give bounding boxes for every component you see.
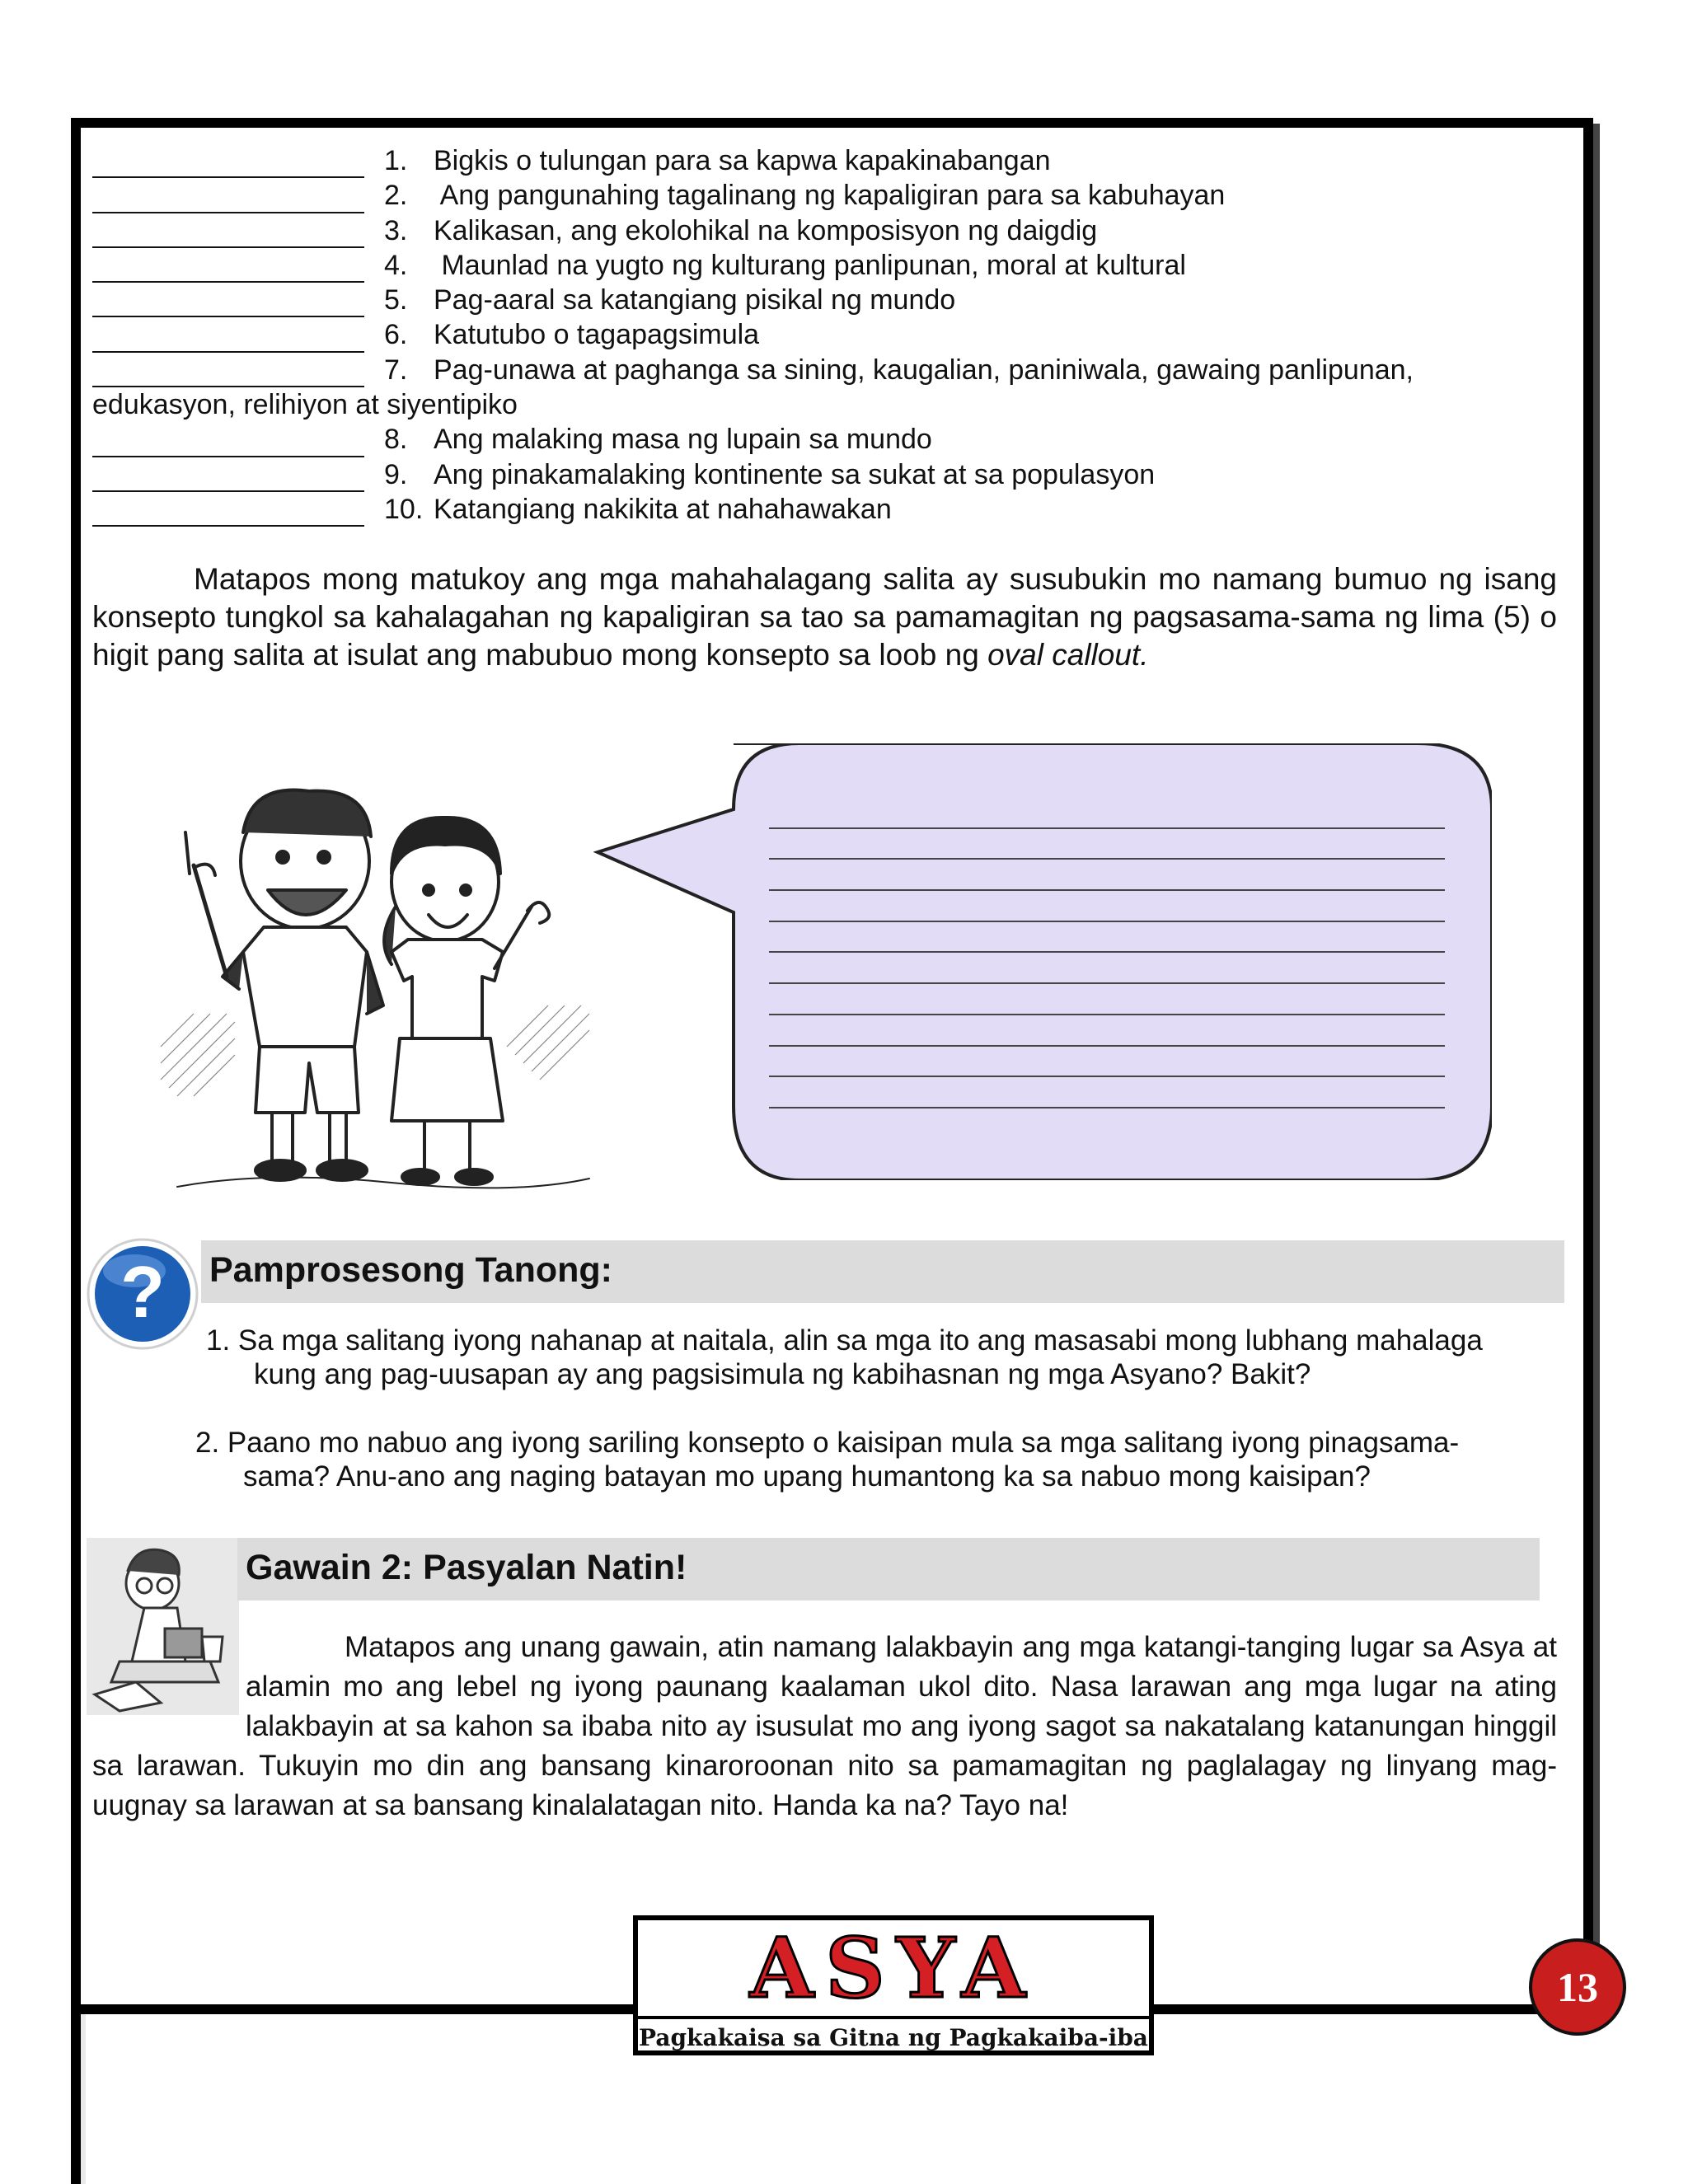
- item-definition: Pag-unawa at paghanga sa sining, kaugalian, paniniwala, gawaing panlipunan,: [434, 354, 1414, 386]
- answer-blank[interactable]: [92, 255, 364, 283]
- processing-question-list: [195, 1324, 1555, 1493]
- item-number: 6.: [384, 319, 408, 351]
- vocab-item: [92, 213, 1568, 248]
- item-definition: Kalikasan, ang ekolohikal na komposisyon ng daigdig: [434, 214, 1098, 246]
- writing-line[interactable]: [769, 860, 1445, 891]
- item-definition: Katangiang nakikita at nahahawakan: [434, 493, 892, 525]
- writing-line[interactable]: [769, 984, 1445, 1015]
- answer-blank[interactable]: [92, 359, 364, 387]
- vocab-item: [92, 317, 1568, 352]
- vocab-item: [92, 248, 1568, 283]
- callout-writing-lines[interactable]: [769, 798, 1445, 1108]
- logo-title: ASYA: [749, 1919, 1038, 2017]
- item-number: 4.: [384, 249, 408, 281]
- item-number: 1.: [384, 145, 408, 176]
- item-definition-continued: edukasyon, relihiyon at siyentipiko: [92, 389, 518, 421]
- activity-text: Matapos ang unang gawain, atin namang lalakbayin ang mga katangi-tanging lugar sa Asya at alamin mo ang lebel ng iyong paunang kaalaman ukol dito. Nasa larawan ang mga lugar na ating lalakbayin at sa kahon sa ibaba nito ay isusulat mo ang iyong sagot sa nakatalang katanungan hinggil sa larawan. Tukuyin mo din ang bansang kinaroroonan nito sa pamamagitan ng paglalagay ng linyang mag-uugnay sa larawan at sa bansang kinalalatagan nito. Handa ka na? Tayo na!: [92, 1631, 1557, 1821]
- vocab-item: [92, 492, 1568, 527]
- answer-blank[interactable]: [92, 499, 364, 527]
- item-number: 10.: [384, 493, 424, 525]
- item-definition: Maunlad na yugto ng kulturang panlipunan, moral at kultural: [434, 249, 1186, 281]
- instruction-text: Matapos mong matukoy ang mga mahahalagang salita ay susubukin mo namang bumuo ng isang konsepto tungkol sa kahalagahan ng kapaligiran sa tao sa pamamagitan ng pagsasama-sama ng lima (5) o higit pang salita at isulat ang mabubuo mong konsepto sa loob ng: [92, 562, 1557, 672]
- item-definition: Pag-aaral sa katangiang pisikal ng mundo: [434, 284, 956, 316]
- writing-line[interactable]: [769, 1047, 1445, 1078]
- answer-blank[interactable]: [92, 464, 364, 492]
- question-text: 1. Sa mga salitang iyong nahanap at naitala, alin sa mga ito ang masasabi mong lubhang mahalaga: [206, 1324, 1483, 1357]
- vocab-item: [92, 422, 1568, 457]
- vocabulary-list: [92, 143, 1568, 527]
- vocab-item: [92, 283, 1568, 317]
- logo-subtitle: Pagkakaisa sa Gitna ng Pagkakaiba-iba: [638, 2016, 1149, 2051]
- question-item: [195, 1324, 1555, 1391]
- item-number: 8.: [384, 424, 408, 456]
- writing-line[interactable]: [769, 891, 1445, 922]
- answer-blank[interactable]: [92, 150, 364, 178]
- item-number: 2.: [384, 180, 408, 212]
- asya-logo: [633, 1915, 1154, 2055]
- vocab-item: [92, 143, 1568, 178]
- vocab-item: [92, 353, 1568, 387]
- page-frame-left: [71, 118, 81, 2184]
- item-number: 5.: [384, 284, 408, 316]
- section-bar-activity-2: [237, 1538, 1540, 1601]
- writing-line[interactable]: [769, 1015, 1445, 1047]
- question-text: 2. Paano mo nabuo ang iyong sariling konsepto o kaisipan mula sa mga salitang iyong pinagsama-: [195, 1427, 1460, 1459]
- item-number: 9.: [384, 458, 408, 490]
- section-title: Gawain 2: Pasyalan Natin!: [246, 1548, 687, 1587]
- answer-blank[interactable]: [92, 325, 364, 353]
- section-title: Pamprosesong Tanong:: [209, 1250, 612, 1290]
- writing-line[interactable]: [769, 1077, 1445, 1108]
- item-definition: Katutubo o tagapagsimula: [434, 319, 760, 351]
- answer-blank[interactable]: [92, 289, 364, 317]
- text-wrap-spacer: [92, 1628, 246, 1745]
- question-text-continued: kung ang pag-uusapan ay ang pagsisimula ng kabihasnan ng mga Asyano? Bakit?: [254, 1358, 1311, 1390]
- item-number: 7.: [384, 354, 408, 386]
- answer-blank[interactable]: [92, 220, 364, 248]
- activity-text-block: [92, 1628, 1557, 1825]
- page-frame-shadow: [1593, 124, 1600, 2019]
- vocab-item: [92, 178, 1568, 213]
- item-number: 3.: [384, 214, 408, 246]
- page-frame-top: [71, 118, 1592, 128]
- writing-line[interactable]: [769, 953, 1445, 984]
- item-definition: Bigkis o tulungan para sa kapwa kapakinabangan: [434, 145, 1051, 176]
- question-mark-icon: [85, 1236, 200, 1352]
- page-frame-right: [1583, 118, 1593, 2013]
- item-definition: Ang pinakamalaking kontinente sa sukat at sa populasyon: [434, 458, 1156, 490]
- writing-line[interactable]: [769, 829, 1445, 860]
- kids-illustration: [144, 775, 602, 1203]
- activity-paragraph: [92, 1628, 1557, 1825]
- writing-line[interactable]: [769, 922, 1445, 954]
- page-number-badge: 13: [1529, 1938, 1626, 2036]
- instruction-italic: oval callout.: [987, 638, 1149, 672]
- section-bar-processing-questions: [201, 1240, 1564, 1303]
- item-definition: Ang pangunahing tagalinang ng kapaligiran para sa kabuhayan: [434, 180, 1226, 212]
- writing-line[interactable]: [769, 798, 1445, 829]
- answer-blank[interactable]: [92, 185, 364, 213]
- question-text-continued: sama? Anu-ano ang naging batayan mo upang humantong ka sa nabuo mong kaisipan?: [243, 1460, 1371, 1493]
- svg-text:?: ?: [120, 1251, 165, 1333]
- question-item: [195, 1426, 1555, 1493]
- page-frame-shadow-left: [81, 2014, 86, 2184]
- item-definition: Ang malaking masa ng lupain sa mundo: [434, 424, 932, 456]
- answer-blank[interactable]: [92, 429, 364, 457]
- vocab-item: [92, 457, 1568, 492]
- instruction-paragraph: [92, 560, 1557, 674]
